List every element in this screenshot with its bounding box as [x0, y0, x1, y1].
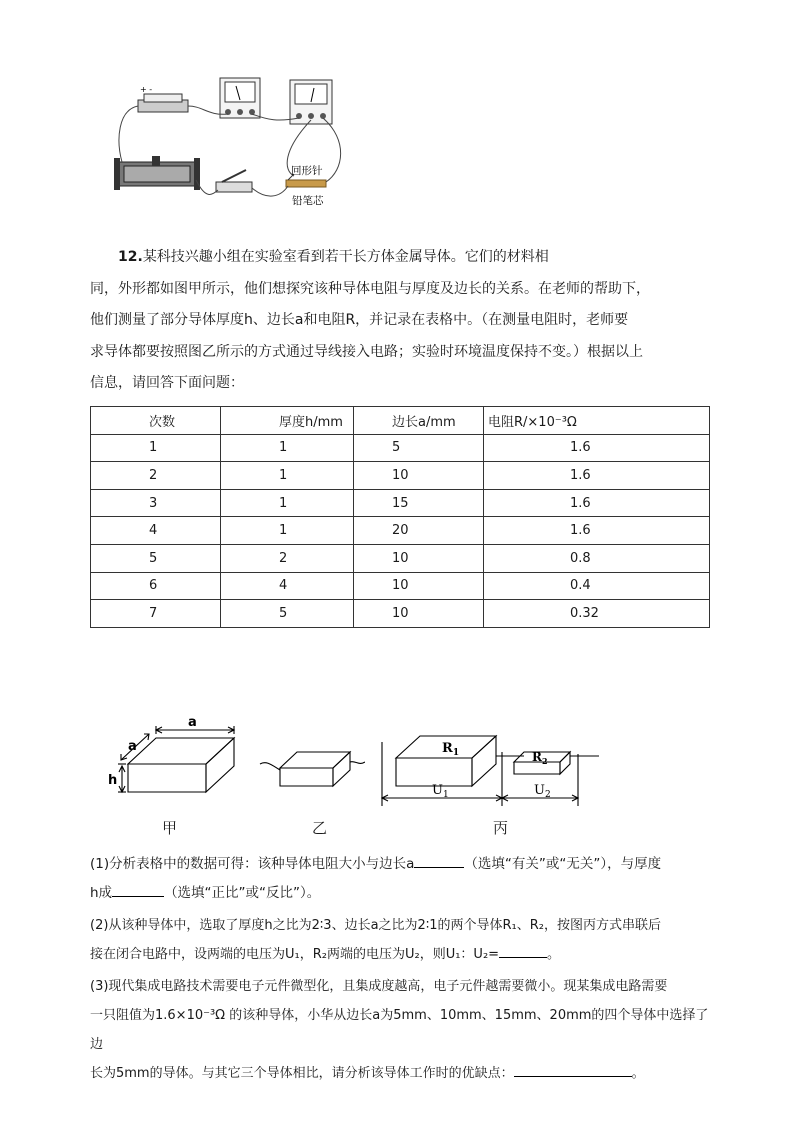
intro-line-2: 同，外形都如图甲所示，他们想探究该种导体电阻与厚度及边长的关系。在老师的帮助下，	[90, 280, 650, 297]
cell-side: 10	[354, 462, 484, 490]
cell-side: 15	[354, 489, 484, 517]
header-side: 边长a/mm	[354, 407, 484, 435]
question-number: 12.	[118, 249, 143, 265]
cell-count: 3	[91, 489, 221, 517]
cell-thickness: 1	[221, 517, 354, 545]
header-resistance: 电阻R/×10⁻³Ω	[484, 407, 710, 435]
caption-jia: 甲	[162, 819, 178, 837]
paperclip-label: 回形针	[291, 165, 323, 177]
header-thickness: 厚度h/mm	[221, 407, 354, 435]
figure-bing	[374, 722, 599, 817]
table-header-row	[91, 407, 710, 435]
cell-count: 1	[91, 434, 221, 462]
cell-side: 10	[354, 572, 484, 600]
q2-blank[interactable]	[499, 943, 547, 958]
q2-line2	[90, 940, 715, 969]
rheostat-icon	[114, 156, 200, 190]
q3-line3	[90, 1059, 715, 1088]
cell-resistance: 1.6	[484, 462, 710, 490]
label-r2-main: R	[532, 750, 542, 764]
table-row	[91, 544, 710, 572]
ammeter-icon	[220, 78, 260, 118]
cell-thickness: 5	[221, 600, 354, 628]
data-table	[90, 406, 710, 628]
q1-line1	[90, 850, 715, 879]
cell-thickness: 2	[221, 544, 354, 572]
cell-side: 20	[354, 517, 484, 545]
intro-line-4: 求导体都要按照图乙所示的方式通过导线接入电路；实验时环境温度保持不变。）根据以上	[90, 343, 643, 360]
voltmeter-icon	[290, 80, 332, 124]
table-row	[91, 600, 710, 628]
table-row	[91, 489, 710, 517]
intro-line-1: 某科技兴趣小组在实验室看到若干长方体金属导体。它们的材料相	[142, 249, 549, 265]
q3-blank[interactable]	[514, 1062, 632, 1077]
cell-count: 7	[91, 600, 221, 628]
figure-yi	[255, 740, 365, 800]
table-row	[91, 572, 710, 600]
header-count: 次数	[91, 407, 221, 435]
q3-line2: 一只阻值为1.6×10⁻³Ω 的该种导体，小华从边长a为5mm、10mm、15mm、20mm的四个导体中选择了边	[90, 1008, 709, 1052]
label-a-top: a	[188, 715, 197, 730]
cell-resistance: 1.6	[484, 489, 710, 517]
q3-text-c: 长为5mm的导体。与其它三个导体相比，请分析该导体工作时的优缺点：	[90, 1066, 514, 1081]
q1-blank-1[interactable]	[414, 853, 464, 868]
figure-jia	[108, 712, 238, 812]
pencil-lead-label: 铅笔芯	[292, 195, 324, 207]
label-a-side: a	[128, 739, 137, 754]
q1-blank-2[interactable]	[112, 882, 164, 897]
label-r1-main: R	[442, 741, 453, 756]
q3-text-d: 。	[631, 1066, 645, 1081]
caption-bing: 丙	[493, 819, 509, 837]
q2-text-c: 。	[547, 947, 561, 962]
cell-resistance: 0.32	[484, 600, 710, 628]
question-intro	[90, 244, 710, 398]
cell-count: 5	[91, 544, 221, 572]
cell-thickness: 1	[221, 489, 354, 517]
circuit-diagram	[108, 70, 358, 220]
sub-questions	[90, 850, 715, 1088]
label-u1-main: U	[432, 783, 443, 798]
cell-side: 5	[354, 434, 484, 462]
cell-side: 10	[354, 544, 484, 572]
cell-thickness: 4	[221, 572, 354, 600]
cell-count: 2	[91, 462, 221, 490]
cell-thickness: 1	[221, 462, 354, 490]
q2-line1: (2)从该种导体中，选取了厚度h之比为2∶3、边长a之比为2∶1的两个导体R₁、R₂，按图丙方式串联后	[90, 918, 661, 933]
q1-text-a: (1)分析表格中的数据可得：该种导体电阻大小与边长a	[90, 856, 415, 872]
cell-count: 4	[91, 517, 221, 545]
cell-count: 6	[91, 572, 221, 600]
cell-side: 10	[354, 600, 484, 628]
svg-text:+ -: + -	[140, 85, 153, 94]
switch-icon	[216, 170, 252, 192]
table-row	[91, 517, 710, 545]
q1-line2	[90, 879, 715, 908]
label-u1-sub: 1	[442, 790, 449, 800]
label-u2-sub: 2	[544, 790, 551, 800]
table-row	[91, 434, 710, 462]
intro-line-5: 信息，请回答下面问题：	[90, 375, 244, 391]
label-r1	[442, 741, 459, 758]
battery-icon	[138, 85, 188, 112]
cell-resistance: 1.6	[484, 434, 710, 462]
q1-text-d: （选填“正比”或“反比”）。	[164, 885, 321, 901]
caption-yi: 乙	[312, 819, 328, 837]
label-r1-sub: 1	[452, 748, 460, 758]
q3-line1: (3)现代集成电路技术需要电子元件微型化，且集成度越高，电子元件越需要微小。现某集成电路需要	[90, 979, 668, 994]
label-u2	[534, 783, 551, 800]
cell-thickness: 1	[221, 434, 354, 462]
cell-resistance: 0.8	[484, 544, 710, 572]
q1-text-b: （选填“有关”或“无关”），与厚度	[464, 856, 662, 872]
cell-resistance: 1.6	[484, 517, 710, 545]
label-h: h	[108, 773, 118, 788]
q1-text-c: h成	[90, 885, 113, 901]
table-row	[91, 462, 710, 490]
cell-resistance: 0.4	[484, 572, 710, 600]
label-u2-main: U	[534, 783, 545, 798]
label-r2-sub: 2	[541, 756, 548, 766]
intro-line-3: 他们测量了部分导体厚度h、边长a和电阻R，并记录在表格中。（在测量电阻时，老师要	[90, 312, 629, 328]
q2-text-b: 接在闭合电路中，设两端的电压为U₁，R₂两端的电压为U₂，则U₁：U₂=	[90, 947, 500, 962]
